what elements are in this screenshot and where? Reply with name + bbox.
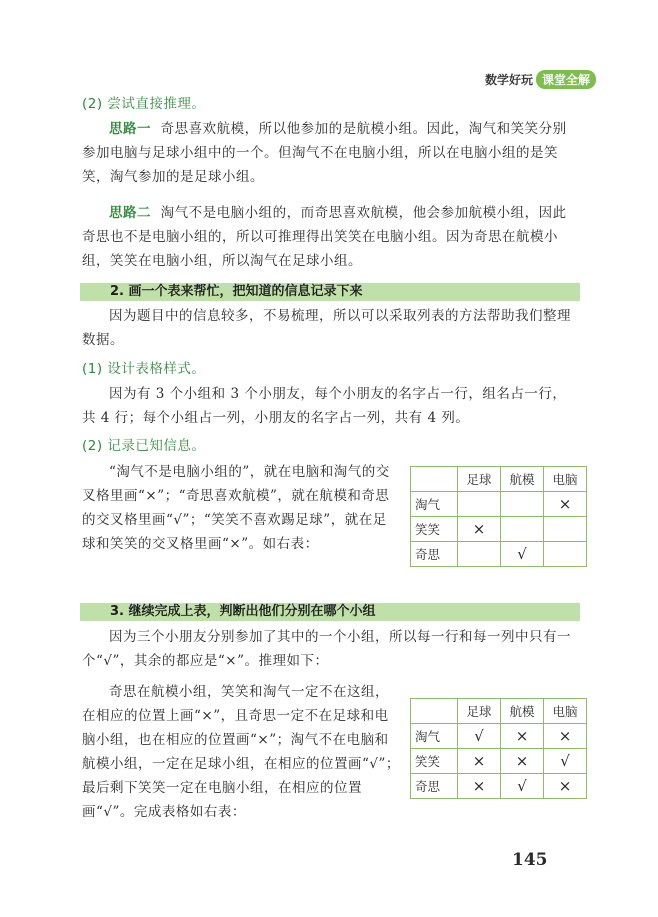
row-name: 奇思 <box>411 774 458 799</box>
corner-cell <box>411 699 458 724</box>
cell: × <box>501 749 544 774</box>
cell <box>544 542 587 567</box>
cell: × <box>501 724 544 749</box>
row-name: 淘气 <box>411 724 458 749</box>
table-header-row <box>411 467 587 492</box>
table-row <box>411 774 587 799</box>
running-header <box>485 70 596 89</box>
cell: √ <box>501 542 544 567</box>
idea1-label: 思路一 <box>109 121 151 137</box>
header-cell: 电脑 <box>544 699 587 724</box>
table-row <box>411 724 587 749</box>
cell: √ <box>501 774 544 799</box>
cell <box>501 517 544 542</box>
idea2-paragraph <box>82 201 580 273</box>
subheading-try: (2) 尝试直接推理。 <box>82 96 206 112</box>
cell: × <box>544 724 587 749</box>
header-pill: 课堂全解 <box>536 70 596 89</box>
cell: × <box>458 517 501 542</box>
row-name: 笑笑 <box>411 517 458 542</box>
reason-paragraph: 因为三个小朋友分别参加了其中的一个小组，所以每一行和每一列中只有一个“√”，其余的都应是“×”。推理如下： <box>82 629 571 669</box>
cell <box>544 517 587 542</box>
table-header-row <box>411 699 587 724</box>
idea1-text: 奇思喜欢航模，所以他参加的是航模小组。因此，淘气和笑笑分别参加电脑与足球小组中的一个。但淘气不在电脑小组，所以在电脑小组的是笑笑，淘气参加的是足球小组。 <box>82 121 567 185</box>
record-paragraph: “淘气不是电脑小组的”，就在电脑和淘气的交叉格里画“×”；“奇思喜欢航模”，就在航模和奇思的交叉格里画“√”；“笑笑不喜欢踢足球”，就在足球和笑笑的交叉格里画“×”。如右表： <box>82 464 390 552</box>
row-name: 淘气 <box>411 492 458 517</box>
corner-cell <box>411 467 458 492</box>
page-number: 145 <box>512 850 548 870</box>
table-row <box>411 517 587 542</box>
header-cell: 航模 <box>501 699 544 724</box>
section-bar-3: 3. 继续完成上表，判断出他们分别在哪个小组 <box>80 603 580 621</box>
cell: × <box>544 492 587 517</box>
header-cell: 足球 <box>458 467 501 492</box>
idea2-text: 淘气不是电脑小组的，而奇思喜欢航模，他会参加航模小组，因此奇思也不是电脑小组的，所以可推理得出笑笑在电脑小组。因为奇思在航模小组，笑笑在电脑小组，所以淘气在足球小组。 <box>82 205 567 269</box>
idea1-paragraph <box>82 117 580 189</box>
cell: √ <box>544 749 587 774</box>
subheading-design: (1) 设计表格样式。 <box>82 361 206 377</box>
section-bar-2: 2. 画一个表来帮忙，把知道的信息记录下来 <box>80 283 580 301</box>
intro-paragraph: 因为题目中的信息较多，不易梳理，所以可以采取列表的方法帮助我们整理数据。 <box>82 308 571 348</box>
header-title: 数学好玩 <box>484 73 533 87</box>
cell <box>458 492 501 517</box>
cell <box>501 492 544 517</box>
table-row <box>411 542 587 567</box>
table-row <box>411 492 587 517</box>
subheading-record: (2) 记录已知信息。 <box>82 438 206 454</box>
final-paragraph: 奇思在航模小组，笑笑和淘气一定不在这组，在相应的位置上画“×”，且奇思一定不在足球和电脑小组，也在相应的位置画“×”；淘气不在电脑和航模小组，一定在足球小组，在相应的位置画“√”；最后剩下笑笑一定在电脑小组，在相应的位置画“√”。完成表格如右表： <box>82 684 400 820</box>
cell: √ <box>458 724 501 749</box>
design-paragraph: 因为有 3 个小组和 3 个小朋友，每个小朋友的名字占一行，组名占一行，共 4 行；每个小组占一列，小朋友的名字占一列，共有 4 列。 <box>82 386 567 426</box>
cell: × <box>458 774 501 799</box>
row-name: 奇思 <box>411 542 458 567</box>
table-known-info <box>410 466 587 567</box>
idea2-label: 思路二 <box>109 205 151 221</box>
header-cell: 足球 <box>458 699 501 724</box>
header-cell: 航模 <box>501 467 544 492</box>
cell: × <box>458 749 501 774</box>
cell <box>458 542 501 567</box>
table-completed <box>410 698 587 799</box>
table-row <box>411 749 587 774</box>
header-cell: 电脑 <box>544 467 587 492</box>
row-name: 笑笑 <box>411 749 458 774</box>
cell: × <box>544 774 587 799</box>
